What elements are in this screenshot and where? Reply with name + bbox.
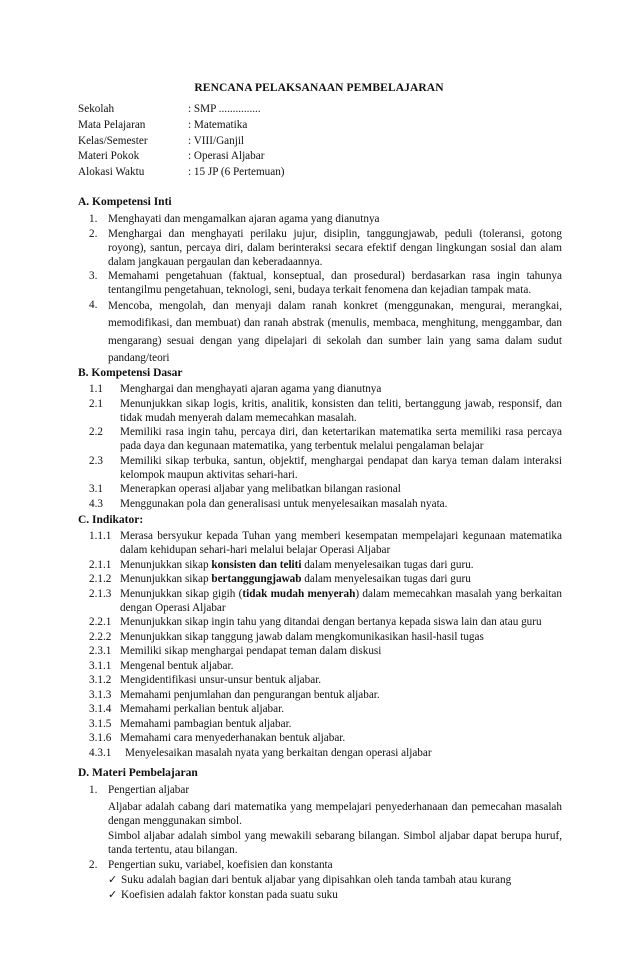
item-text: Mengenal bentuk aljabar.: [120, 659, 234, 672]
info-row-alokasi-waktu: [78, 165, 558, 181]
item-number: 3.1.6: [89, 732, 112, 744]
list-item: [78, 572, 562, 586]
list-item: [78, 482, 562, 496]
item-text: Menghargai dan menghayati perilaku jujur, disiplin, tanggungjawab, peduli (toleransi, gotong royong), santun, percaya diri, dalam berinteraksi secara efektif dengan lingkungan sosial dan alam dalam jangkauan pergaulan dan keberadaannya.: [108, 227, 562, 268]
item-number: 3.1: [89, 483, 103, 495]
item-text: Memiliki sikap menghargai pendapat teman dalam diskusi: [120, 645, 382, 657]
item-number: 4.3.1: [89, 746, 112, 759]
list-item: [78, 644, 562, 658]
item-number: 3.1.2: [89, 674, 112, 686]
item-text: [120, 558, 562, 572]
list-item: [78, 212, 562, 226]
section-heading-indikator: C. Indikator:: [78, 514, 144, 526]
list-item: [78, 397, 562, 425]
text-post: dalam menyelesaikan tugas dari guru: [301, 573, 471, 585]
item-number: 1.: [89, 784, 98, 796]
list-item: [78, 587, 562, 615]
item-text: Menerapkan operasi aljabar yang melibatkan bilangan rasional: [120, 483, 401, 495]
item-text: Pengertian aljabar: [108, 784, 190, 796]
item-number: 2.2.1: [89, 616, 112, 628]
item-text: Mengidentifikasi unsur-unsur bentuk aljabar.: [120, 674, 322, 686]
info-row-mata-pelajaran: [78, 118, 558, 134]
item-number: 2.: [89, 227, 98, 240]
list-item: [78, 298, 562, 368]
section-heading-kompetensi-inti: A. Kompetensi Inti: [78, 196, 172, 208]
list-item: [78, 688, 562, 702]
info-value: : VIII/Ganjil: [188, 134, 245, 147]
info-value: : Matematika: [188, 118, 248, 131]
info-label: Mata Pelajaran: [78, 118, 146, 131]
item-text: Memahami penjumlahan dan pengurangan bentuk aljabar.: [120, 688, 380, 701]
item-number: 1.1: [89, 383, 103, 395]
item-number: 3.: [89, 270, 98, 282]
info-label: Sekolah: [78, 103, 115, 115]
list-item: [78, 783, 562, 797]
item-number: 3.1.5: [89, 717, 112, 730]
item-text: [120, 587, 562, 615]
info-label: Materi Pokok: [78, 150, 140, 163]
info-label: Alokasi Waktu: [78, 166, 145, 179]
item-text: Menghayati dan mengamalkan ajaran agama yang dianutnya: [108, 213, 380, 225]
checkmark-icon: ✓: [108, 874, 118, 886]
item-text: [120, 572, 562, 586]
item-number: 2.: [89, 859, 98, 871]
item-text: Pengertian suku, variabel, koefisien dan konstanta: [108, 859, 333, 871]
info-row-kelas-semester: [78, 134, 558, 150]
item-number: 2.1: [89, 397, 103, 410]
item-number: 2.2: [89, 426, 103, 438]
list-item: [78, 717, 562, 731]
section-heading-materi-pembelajaran: D. Materi Pembelajaran: [78, 767, 198, 779]
kompetensi-inti-list: [78, 212, 562, 368]
paragraph-simbol: Simbol aljabar adalah simbol yang mewakili sebarang bilangan. Simbol aljabar dapat berupa huruf, tanda tertentu, atau bilangan.: [108, 830, 562, 856]
info-value: : SMP ...............: [188, 103, 261, 115]
item-text: Memahami perkalian bentuk aljabar.: [120, 703, 285, 715]
text-pre: Menunjukkan sikap gigih (: [120, 587, 243, 600]
list-item: [78, 497, 562, 511]
list-item: [78, 227, 562, 269]
item-number: 1.1.1: [89, 530, 112, 542]
item-text: Memahami cara menyederhanakan bentuk aljabar.: [120, 732, 346, 744]
list-item: [78, 702, 562, 716]
item-number: 2.1.2: [89, 573, 112, 585]
text-bold: bertanggungjawab: [211, 573, 302, 585]
item-text: Menunjukkan sikap ingin tahu yang ditandai dengan bertanya kepada siswa lain dan atau guru: [120, 616, 542, 628]
list-item: [78, 615, 562, 629]
text-post: dalam menyelesaikan tugas dari guru.: [301, 558, 474, 571]
item-text: Memahami pengetahuan (faktual, konseptual, dan prosedural) berdasarkan rasa ingin tahunya tentangilmu pengetahuan, teknologi, seni, budaya terkait fenomena dan kejadian tampak mata.: [108, 270, 562, 296]
text-pre: Menunjukkan sikap: [120, 558, 212, 571]
item-number: 1.: [89, 213, 98, 225]
list-item: [78, 858, 562, 872]
item-text: Menggunakan pola dan generalisasi untuk menyelesaikan masalah nyata.: [120, 497, 448, 510]
list-item: [78, 673, 562, 687]
item-number: 4.: [89, 298, 98, 311]
checklist-text: Koefisien adalah faktor konstan pada suatu suku: [121, 888, 338, 901]
item-text: Menunjukkan sikap tanggung jawab dalam mengkomunikasikan hasil-hasil tugas: [120, 630, 484, 643]
item-number: 4.3: [89, 497, 103, 510]
item-text: Mencoba, mengolah, dan menyaji dalam ranah konkret (menggunakan, mengurai, merangkai, memodifikasi, dan membuat) dan ranah abstrak (menulis, membaca, menghitung, menggambar, dan mengarang) sesuai dengan yang dipelajari di sekolah dan sumber lain yang sama dalam sudut pandang/teori: [108, 299, 562, 364]
item-text: Memiliki sikap terbuka, santun, objektif, menghargai pendapat dan karya teman dalam interaksi kelompok maupun aktivitas sehari-hari.: [120, 454, 562, 481]
checklist-item: [108, 873, 562, 888]
item-number: 3.1.4: [89, 703, 112, 715]
checklist-text: Suku adalah bagian dari bentuk aljabar yang dipisahkan oleh tanda tambah atau kurang: [121, 874, 512, 886]
item-number: 2.1.1: [89, 558, 112, 571]
item-number: 2.3: [89, 454, 103, 467]
paragraph-aljabar: Aljabar adalah cabang dari matematika yang mempelajari penyederhanaan dan pemecahan masalah dengan menggunakan simbol.: [108, 801, 562, 827]
item-text: Merasa bersyukur kepada Tuhan yang memberi kesempatan mempelajari kegunaan matematika dalam kehidupan sehari-hari melalui belajar Operasi Aljabar: [120, 530, 562, 556]
checklist: [108, 873, 562, 902]
materi-list: [78, 783, 562, 902]
info-row-materi-pokok: [78, 149, 558, 165]
indikator-list: [78, 529, 562, 760]
item-number: 3.1.1: [89, 659, 112, 672]
item-text: Memiliki rasa ingin tahu, percaya diri, dan ketertarikan matematika serta memiliki rasa percaya pada daya dan kegunaan matematika, yang terbentuk melalui pengalaman belajar: [120, 426, 562, 452]
item-number: 2.3.1: [89, 645, 112, 657]
info-value: : 15 JP (6 Pertemuan): [188, 166, 285, 179]
list-item: [78, 382, 562, 396]
item-number: 2.1.3: [89, 587, 112, 600]
list-item: [78, 529, 562, 557]
list-item: [78, 659, 562, 673]
checkmark-icon: ✓: [108, 888, 118, 901]
section-heading-kompetensi-dasar: B. Kompetensi Dasar: [78, 367, 183, 379]
text-post: ) dalam memecahkan masalah yang berkaitan dengan Operasi Aljabar: [120, 587, 562, 614]
item-text: Menghargai dan menghayati ajaran agama yang dianutnya: [120, 383, 382, 395]
item-number: 3.1.3: [89, 688, 112, 701]
item-text: Memahami pambagian bentuk aljabar.: [120, 717, 292, 730]
kompetensi-dasar-list: [78, 382, 562, 511]
list-item: [78, 746, 562, 760]
text-pre: Menunjukkan sikap: [120, 573, 212, 585]
list-item: [78, 731, 562, 745]
document-title: RENCANA PELAKSANAAN PEMBELAJARAN: [194, 82, 444, 94]
info-row-sekolah: [78, 102, 558, 118]
list-item: [78, 425, 562, 453]
info-value: : Operasi Aljabar: [188, 150, 265, 163]
list-item: [78, 454, 562, 482]
item-text: Menunjukkan sikap logis, kritis, analitik, konsisten dan teliti, bertanggung jawab, responsif, dan tidak mudah menyerah dalam memecahkan masalah.: [120, 397, 562, 424]
item-number: 2.2.2: [89, 630, 112, 643]
list-item: [78, 269, 562, 297]
text-bold: konsisten dan teliti: [211, 558, 302, 571]
item-text: Menyelesaikan masalah nyata yang berkaitan dengan operasi aljabar: [125, 746, 432, 759]
identity-table: [78, 102, 558, 181]
info-label: Kelas/Semester: [78, 134, 148, 147]
list-item: [78, 558, 562, 572]
list-item: [78, 630, 562, 644]
text-bold: tidak mudah menyerah: [242, 587, 356, 600]
checklist-item: [108, 888, 562, 903]
